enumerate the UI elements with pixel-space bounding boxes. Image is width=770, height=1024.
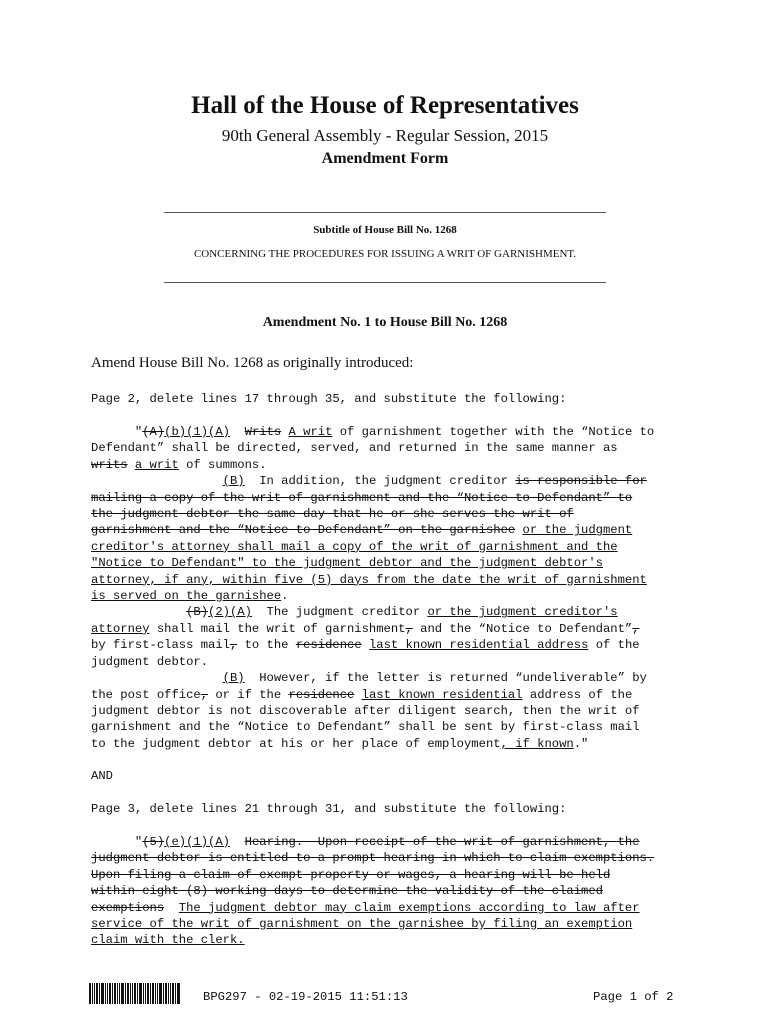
- page-number: Page 1 of 2: [593, 990, 674, 1004]
- amendment-intro: Amend House Bill No. 1268 as originally introduced:: [91, 355, 414, 371]
- divider-bottom: [164, 282, 606, 283]
- subtitle-text: CONCERNING THE PROCEDURES FOR ISSUING A WRIT OF GARNISHMENT.: [193, 248, 577, 260]
- instruction-page-2: Page 2, delete lines 17 through 35, and substitute the following:: [91, 392, 567, 406]
- document-title: Hall of the House of Representatives: [191, 92, 579, 119]
- substitute-text-2: "(5)(e)(1)(A) Hearing. Upon receipt of the writ of garnishment, the judgment debtor is entitled to a prompt hearing in which to claim exemptions. Upon filing a claim of exempt property or wages, a hearing will be held within eight (8) working days to determine the validity of the claimed exemptions The judgment debtor may claim exemptions according to law after service of the writ of garnishment on the garnishee by filing an exemption claim with the clerk.: [91, 835, 655, 948]
- document-id: BPG297 - 02-19-2015 11:51:13: [203, 990, 408, 1004]
- instruction-page-3: Page 3, delete lines 21 through 31, and substitute the following:: [91, 802, 567, 816]
- and-separator: AND: [91, 769, 113, 783]
- barcode-image: [89, 983, 180, 1004]
- session-line: 90th General Assembly - Regular Session, 2015: [221, 126, 549, 145]
- subtitle-label: Subtitle of House Bill No. 1268: [313, 224, 457, 236]
- amendment-title: Amendment No. 1 to House Bill No. 1268: [262, 315, 508, 330]
- form-name: Amendment Form: [321, 150, 449, 167]
- divider-top: [164, 212, 606, 213]
- substitute-text-1: "(A)(b)(1)(A) Writs A writ of garnishment together with the “Notice to Defendant” shall be directed, served, and returned in the same manner as writs a writ of summons. (B) In addition, the judgment creditor is responsible for mailing a copy of the writ of garnishment and the “Notice to Defendant” to the judgment debtor the same day that he or she serves the writ of garnishment and the “Notice to Defendant” on the garnishee or the judgment creditor's attorney shall mail a copy of the writ of garnishment and the "Notice to Defendant" to the judgment debtor and the judgment debtor's attorney, if any, within five (5) days from the date the writ of garnishment is served on the garnishee. (B)(2)(A) The judgment creditor or the judgment creditor's attorney shall mail the writ of garnishment, and the “Notice to Defendant”, by first-class mail, to the residence last known residential address of the judgment debtor. (B) However, if the letter is returned “undeliverable” by the post office, or if the residence last known residential address of the judgment debtor is not discoverable after diligent search, then the writ of garnishment and the “Notice to Defendant” shall be sent by first-class mail to the judgment debtor at his or her place of employment, if known.": [91, 425, 655, 751]
